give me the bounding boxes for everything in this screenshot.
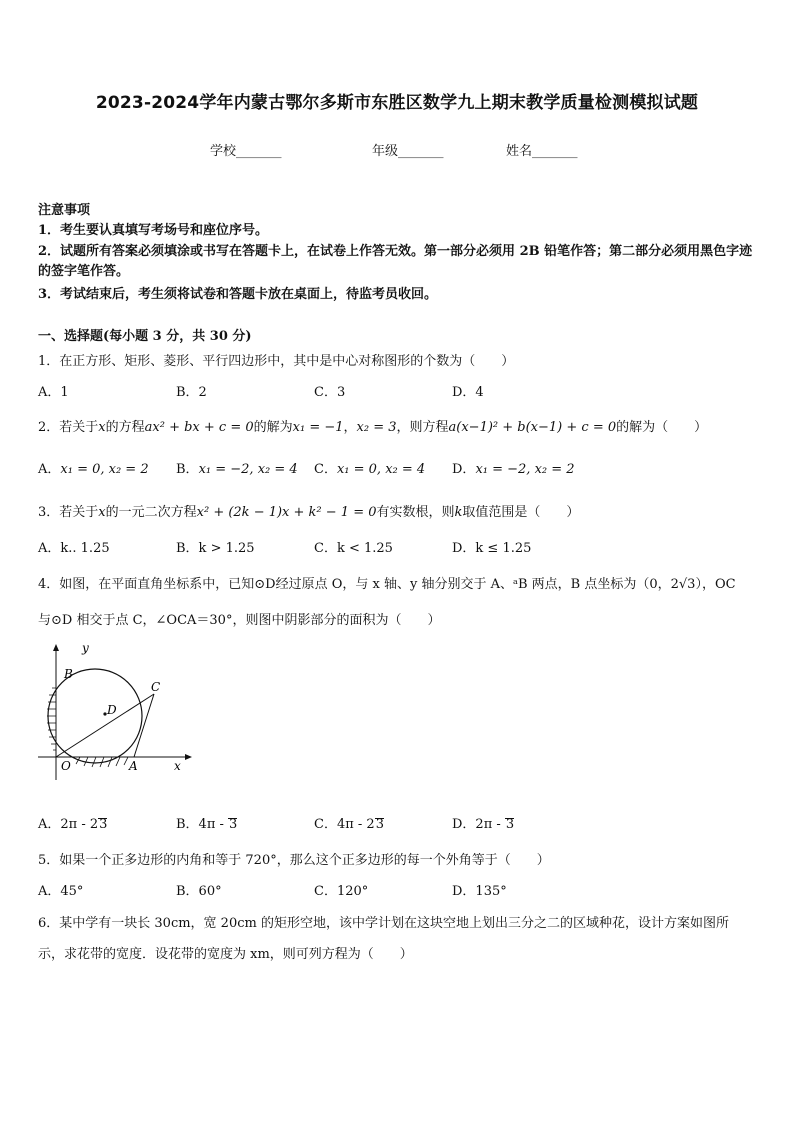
- question-5-stem: 5．如果一个正多边形的内角和等于 720°，那么这个正多边形的每一个外角等于（ ）: [38, 853, 550, 868]
- label-c: C: [151, 680, 161, 694]
- question-4-stem-line-1: 4．如图，在平面直角坐标系中，已知⊙D经过原点 O，与 x 轴、y 轴分别交于 A、ᵃB 两点，B 点坐标为（0，2√3），OC: [38, 577, 736, 592]
- name-field: 姓名_______: [506, 144, 578, 159]
- q2-text-5: ，则方程: [396, 420, 449, 435]
- q3-option-d: D．k ≤ 1.25: [452, 541, 532, 556]
- q4-option-b: B．4π - 3: [176, 817, 238, 832]
- q3-option-c: C．k < 1.25: [314, 541, 393, 556]
- circle-d: [48, 669, 142, 763]
- label-y: y: [82, 641, 89, 655]
- q1-option-a: A．1: [38, 385, 69, 400]
- q2-option-a: A．x₁ = 0, x₂ = 2: [38, 462, 149, 477]
- school-field: 学校_______: [210, 144, 282, 159]
- label-o: O: [61, 759, 71, 773]
- chord-ca: [134, 694, 154, 757]
- question-1-stem: 1．在正方形、矩形、菱形、平行四边形中，其中是中心对称图形的个数为（ ）: [38, 354, 515, 369]
- student-info-row: [0, 140, 794, 160]
- label-b: B: [64, 667, 73, 681]
- q2-text-6: 的解为（ ）: [616, 420, 708, 435]
- q2-text-3: 的解为: [253, 420, 293, 435]
- question-2-stem: [38, 418, 707, 438]
- notice-item-3: 3．考试结束后，考生须将试卷和答题卡放在桌面上，待监考员收回。: [38, 287, 438, 302]
- q4-option-d: D．2π - 3: [452, 817, 515, 832]
- label-x: x: [174, 759, 181, 773]
- q3-option-b: B．k > 1.25: [176, 541, 255, 556]
- q2-option-d: D．x₁ = −2, x₂ = 2: [452, 462, 575, 477]
- q2-option-b: B．x₁ = −2, x₂ = 4: [176, 462, 298, 477]
- q2-text-4: ，: [343, 420, 357, 435]
- y-axis-arrow-icon: [53, 644, 59, 651]
- q2-var-x: x: [98, 420, 106, 435]
- question-6-stem-line-1: 6．某中学有一块长 30cm，宽 20cm 的矩形空地，该中学计划在这块空地上划出三分之二的区域种花，设计方案如图所: [38, 916, 729, 931]
- q2-root-2: x₂ = 3: [356, 420, 397, 435]
- question-4-stem-line-2: 与⊙D 相交于点 C，∠OCA＝30°，则图中阴影部分的面积为（ ）: [38, 613, 441, 628]
- q5-option-c: C．120°: [314, 884, 369, 899]
- q3-option-a: A．k.. 1.25: [38, 541, 110, 556]
- q4-option-a: A．2π - 23: [38, 817, 108, 832]
- q1-option-d: D．4: [452, 385, 484, 400]
- q2-root-1: x₁ = −1: [292, 420, 344, 435]
- grade-field: 年级_______: [372, 144, 444, 159]
- question-3-stem: 3．若关于x的一元二次方程x² + (2k − 1)x + k² − 1 = 0有实数根，则k取值范围是（ ）: [38, 505, 580, 520]
- x-axis-arrow-icon: [185, 754, 192, 760]
- q4-option-c: C．4π - 23: [314, 817, 384, 832]
- notice-item-1: 1．考生要认真填写考场号和座位序号。: [38, 223, 269, 238]
- q2-equation-1: ax² + bx + c = 0: [144, 420, 254, 435]
- question-6-stem-line-2: 示，求花带的宽度．设花带的宽度为 xm，则可列方程为（ ）: [38, 947, 413, 962]
- q2-equation-2: a(x−1)² + b(x−1) + c = 0: [448, 420, 617, 435]
- q2-option-c: C．x₁ = 0, x₂ = 4: [314, 462, 426, 477]
- label-a: A: [129, 759, 138, 773]
- shaded-segment-left: [47, 676, 74, 756]
- q1-option-b: B．2: [176, 385, 207, 400]
- q5-option-b: B．60°: [176, 884, 222, 899]
- q3-equation: x² + (2k − 1)x + k² − 1 = 0: [196, 505, 377, 520]
- notice-title: 注意事项: [38, 203, 91, 218]
- q4-circle-figure: [34, 636, 204, 786]
- q5-option-d: D．135°: [452, 884, 507, 899]
- q2-text-2: 的方程: [105, 420, 145, 435]
- label-d: D: [107, 703, 117, 717]
- exam-title: 2023-2024学年内蒙古鄂尔多斯市东胜区数学九上期末教学质量检测模拟试题: [95, 93, 699, 113]
- q5-option-a: A．45°: [38, 884, 84, 899]
- q1-option-c: C．3: [314, 385, 346, 400]
- section-heading: 一、选择题(每小题 3 分，共 30 分): [38, 329, 252, 344]
- chord-oc: [56, 694, 154, 757]
- notice-item-2: 2．试题所有答案必须填涂或书写在答题卡上，在试卷上作答无效。第一部分必须用 2B 铅笔作答；第二部分必须用黑色字迹的签字笔作答。: [38, 244, 753, 279]
- q2-text-1: 2．若关于: [38, 420, 99, 435]
